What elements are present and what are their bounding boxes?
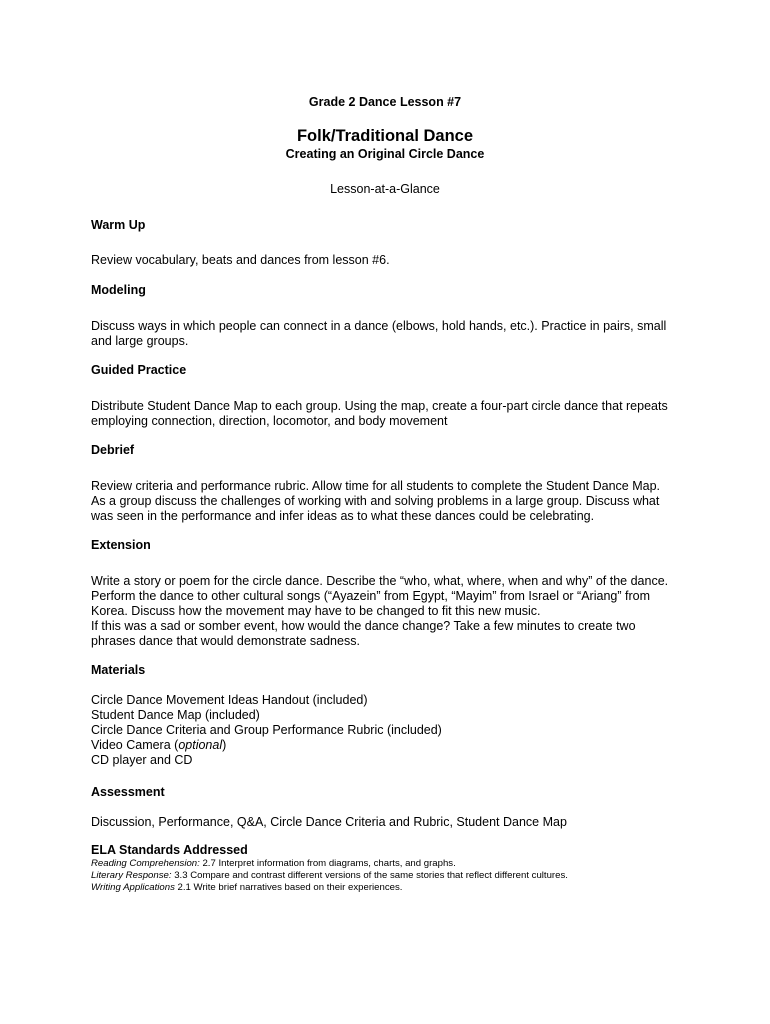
ela-standards-heading: ELA Standards Addressed xyxy=(91,843,248,857)
materials-item: CD player and CD xyxy=(91,753,193,767)
guided-practice-heading: Guided Practice xyxy=(91,363,187,377)
debrief-heading: Debrief xyxy=(91,443,135,457)
assessment-text: Discussion, Performance, Q&A, Circle Dance Criteria and Rubric, Student Dance Map xyxy=(91,815,567,829)
extension-line: Perform the dance to other cultural songs (“Ayazein” from Egypt, “Mayim” from Israel or “Ariang” from xyxy=(91,589,650,603)
materials-heading: Materials xyxy=(91,663,146,677)
extension-line: Korea. Discuss how the movement may have to be changed to fit this new music. xyxy=(91,604,541,618)
ela-standard-label: Literary Response: xyxy=(91,870,172,881)
debrief-line: As a group discuss the challenges of working with and solving problems in a large group. Discuss what xyxy=(91,494,660,508)
debrief-line: was seen in the performance and infer ideas as to what these dances could be celebrating. xyxy=(91,509,595,523)
ela-standard-label: Reading Comprehension: xyxy=(91,858,200,869)
ela-standard-text: 2.7 Interpret information from diagrams, charts, and graphs. xyxy=(199,858,456,869)
modeling-line: and large groups. xyxy=(91,334,189,348)
extension-line: phrases dance that would demonstrate sadness. xyxy=(91,634,360,648)
modeling-heading: Modeling xyxy=(91,283,146,297)
extension-line: If this was a sad or somber event, how would the dance change? Take a few minutes to create two xyxy=(91,619,636,633)
guided-practice-line: employing connection, direction, locomotor, and body movement xyxy=(91,414,448,428)
extension-line: Write a story or poem for the circle dance. Describe the “who, what, where, when and why” of the dance. xyxy=(91,574,669,588)
extension-heading: Extension xyxy=(91,538,151,552)
materials-item xyxy=(91,738,226,753)
modeling-line: Discuss ways in which people can connect in a dance (elbows, hold hands, etc.). Practice in pairs, small xyxy=(91,319,667,333)
warm-up-heading: Warm Up xyxy=(91,218,146,232)
video-camera-text: Video Camera ( xyxy=(91,738,179,752)
ela-standard-text: 3.3 Compare and contrast different versions of the same stories that reflect different cultures. xyxy=(171,870,568,881)
materials-item: Student Dance Map (included) xyxy=(91,708,260,722)
guided-practice-line: Distribute Student Dance Map to each group. Using the map, create a four-part circle dance that repeats xyxy=(91,399,668,413)
video-camera-close: ) xyxy=(222,738,227,752)
lesson-number: Grade 2 Dance Lesson #7 xyxy=(308,95,462,109)
optional-text: optional xyxy=(178,738,223,752)
warm-up-line: Review vocabulary, beats and dances from lesson #6. xyxy=(91,253,390,267)
assessment-heading: Assessment xyxy=(91,785,165,799)
page-title: Folk/Traditional Dance xyxy=(296,127,474,145)
lesson-at-a-glance: Lesson-at-a-Glance xyxy=(330,182,440,196)
ela-standard xyxy=(91,871,568,881)
debrief-line: Review criteria and performance rubric. Allow time for all students to complete the Student Dance Map. xyxy=(91,479,661,493)
ela-standard xyxy=(91,859,456,869)
materials-item: Circle Dance Criteria and Group Performance Rubric (included) xyxy=(91,723,442,737)
materials-item: Circle Dance Movement Ideas Handout (included) xyxy=(91,693,368,707)
ela-standard xyxy=(91,883,402,893)
ela-standard-text: 2.1 Write brief narratives based on their experiences. xyxy=(174,882,403,893)
page-subtitle: Creating an Original Circle Dance xyxy=(285,147,485,161)
ela-standard-label: Writing Applications xyxy=(91,882,175,893)
